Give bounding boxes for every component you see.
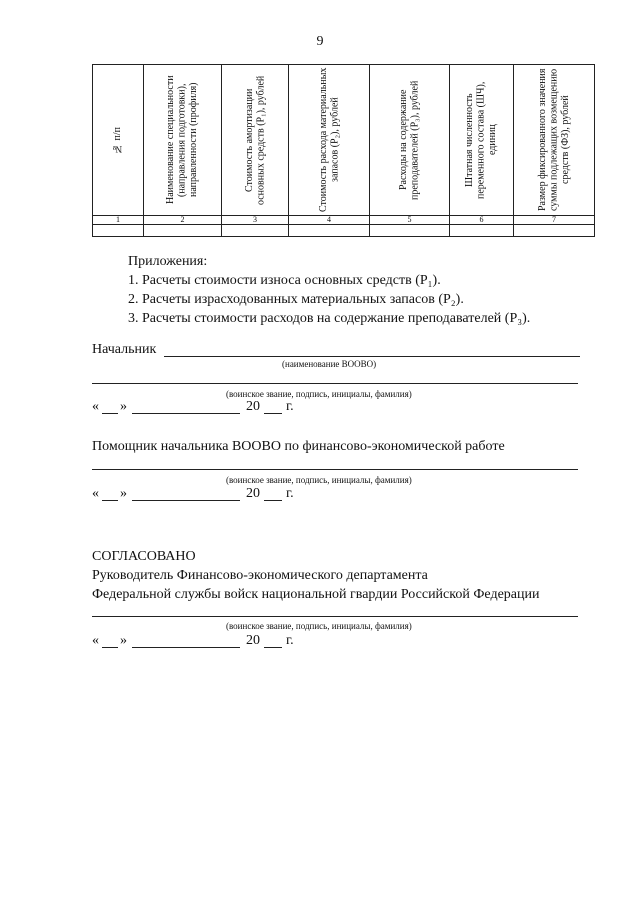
header-cell-fixed-value: Размер фиксированного значения суммы подлежащих возмещению средств (ФЗ), рублей (514, 65, 595, 216)
approval-line-2: Федеральной службы войск национальной гвардии Российской Федерации (92, 587, 540, 602)
head-name-line (164, 356, 580, 357)
column-number: 5 (370, 216, 450, 225)
column-number: 3 (222, 216, 289, 225)
column-number: 7 (514, 216, 595, 225)
year-line (264, 500, 282, 501)
header-cell-specialty: Наименование специальности (направления подготовки), направленности (профиля) (144, 65, 222, 216)
column-number: 1 (93, 216, 144, 225)
column-number: 6 (450, 216, 514, 225)
head-label: Начальник (92, 342, 157, 357)
column-number-row (93, 216, 595, 225)
appendix-item: 2. Расчеты израсходованных материальных запасов (P₂). (128, 292, 464, 307)
page-number: 9 (316, 34, 324, 49)
day-line (102, 413, 118, 414)
table-row (93, 225, 595, 237)
expenses-table (92, 64, 595, 237)
approval-heading: СОГЛАСОВАНО (92, 549, 196, 564)
year-line (264, 647, 282, 648)
assistant-sign-line (92, 469, 578, 470)
appendix-item: 3. Расчеты стоимости расходов на содержание преподавателей (P₃). (128, 311, 531, 326)
head-name-caption: (наименование ВООВО) (282, 359, 377, 369)
header-cell-number: № п/п (93, 65, 144, 216)
month-line (132, 500, 240, 501)
approval-sign-line (92, 616, 578, 617)
head-sign-line (92, 383, 578, 384)
month-line (132, 413, 240, 414)
day-line (102, 647, 118, 648)
header-cell-depreciation: Стоимость амортизации основных средств (P₁), рублей (222, 65, 289, 216)
column-number: 4 (289, 216, 370, 225)
appendix-item: 1. Расчеты стоимости износа основных средств (P₁). (128, 273, 441, 288)
approval-sign-caption: (воинское звание, подпись, инициалы, фамилия) (226, 621, 412, 631)
appendices-heading: Приложения: (128, 254, 208, 269)
assistant-sign-caption: (воинское звание, подпись, инициалы, фамилия) (226, 475, 412, 485)
head-sign-caption: (воинское звание, подпись, инициалы, фамилия) (226, 389, 412, 399)
day-line (102, 500, 118, 501)
header-cell-teachers: Расходы на содержание преподавателей (P₃), рублей (370, 65, 450, 216)
assistant-label: Помощник начальника ВООВО по финансово-экономической работе (92, 439, 505, 454)
column-number: 2 (144, 216, 222, 225)
month-line (132, 647, 240, 648)
table-header-row (93, 65, 595, 216)
approval-line-1: Руководитель Финансово-экономического департамента (92, 568, 428, 583)
header-cell-materials: Стоимость расхода материальных запасов (P₂), рублей (289, 65, 370, 216)
year-line (264, 413, 282, 414)
header-cell-staff: Штатная численность переменного состава (ШЧ), единиц (450, 65, 514, 216)
